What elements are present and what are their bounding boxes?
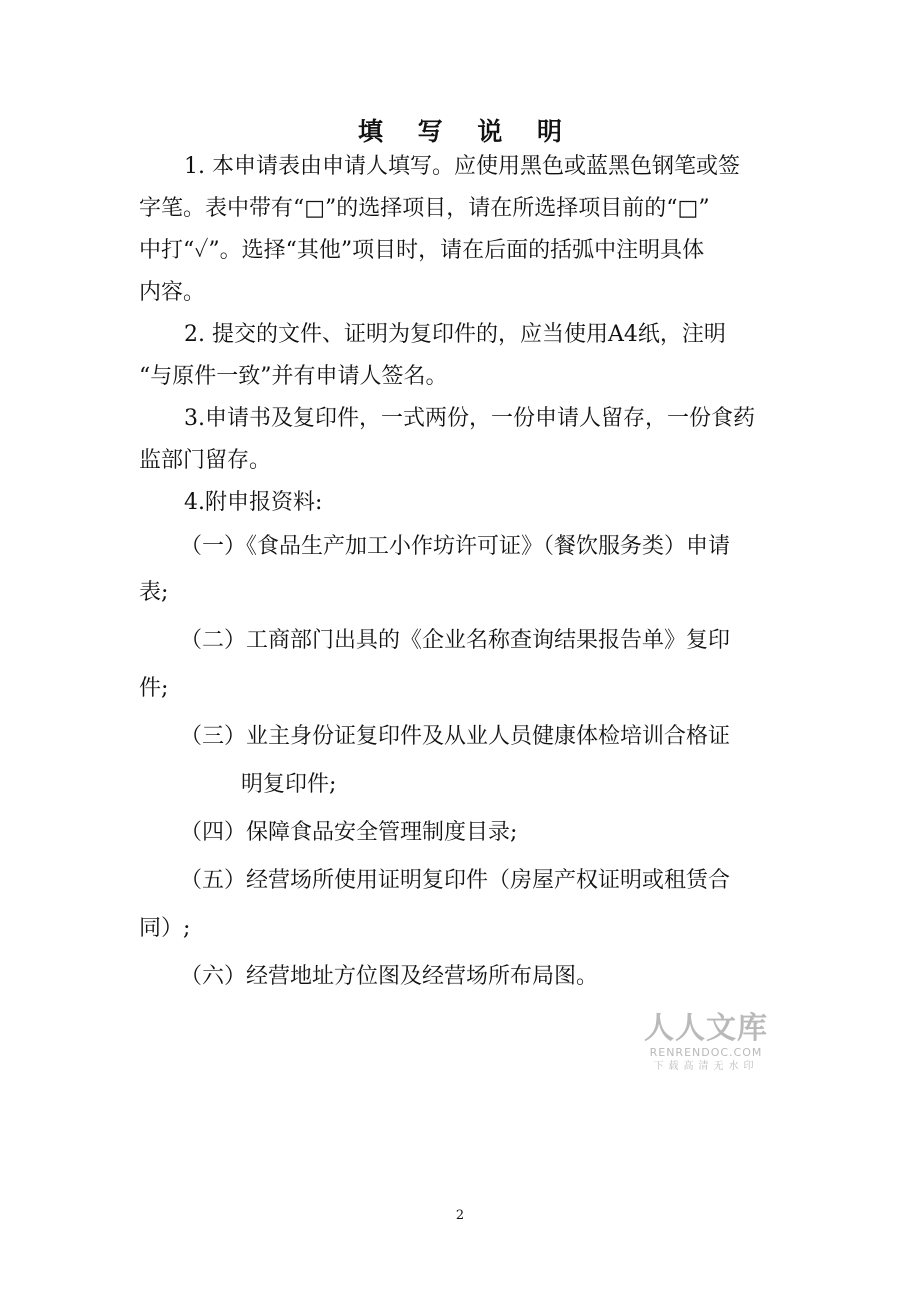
text-line: 2. 提交的文件、证明为复印件的，应当使用A4纸，注明: [184, 322, 726, 347]
list-item-continuation: 同）;: [139, 916, 191, 941]
text-line: 字笔。表中带有“□”的选择项目，请在所选择项目前的“□”: [139, 196, 710, 221]
text-line: 中打“✓”。选择“其他”项目时，请在后面的括弧中注明具体: [139, 238, 705, 263]
text-line: 4.附申报资料:: [184, 490, 323, 515]
text-line: 监部门留存。: [139, 448, 272, 473]
page-title: 填 写 说 明: [357, 117, 576, 146]
list-item: （二）工商部门出具的《企业名称查询结果报告单》复印: [180, 628, 731, 653]
text-line: “与原件一致”并有申请人签名。: [139, 364, 448, 389]
list-item: （五）经营场所使用证明复印件（房屋产权证明或租赁合: [180, 868, 731, 893]
watermark-tagline: 下载高清无水印: [653, 1061, 759, 1072]
list-item: （三）业主身份证复印件及从业人员健康体检培训合格证: [180, 724, 731, 749]
list-item: （一）《食品生产加工小作坊许可证》（餐饮服务类）申请: [180, 534, 731, 559]
list-item: （四）保障食品安全管理制度目录;: [180, 820, 518, 845]
watermark: [640, 1012, 772, 1074]
list-item-continuation: 件;: [139, 676, 169, 701]
watermark-brand: 人人文库: [644, 1011, 768, 1046]
watermark-url: RENRENDOC.COM: [649, 1046, 763, 1059]
list-item: （六）经营地址方位图及经营场所布局图。: [180, 964, 599, 989]
list-item-continuation: 表;: [139, 580, 169, 605]
list-item-continuation: 明复印件;: [241, 772, 337, 797]
text-line: 1. 本申请表由申请人填写。应使用黑色或蓝黑色钢笔或签: [184, 154, 740, 179]
text-line: 3.申请书及复印件，一式两份，一份申请人留存，一份食药: [184, 406, 755, 431]
page-number: 2: [455, 1208, 465, 1223]
text-line: 内容。: [139, 280, 206, 305]
